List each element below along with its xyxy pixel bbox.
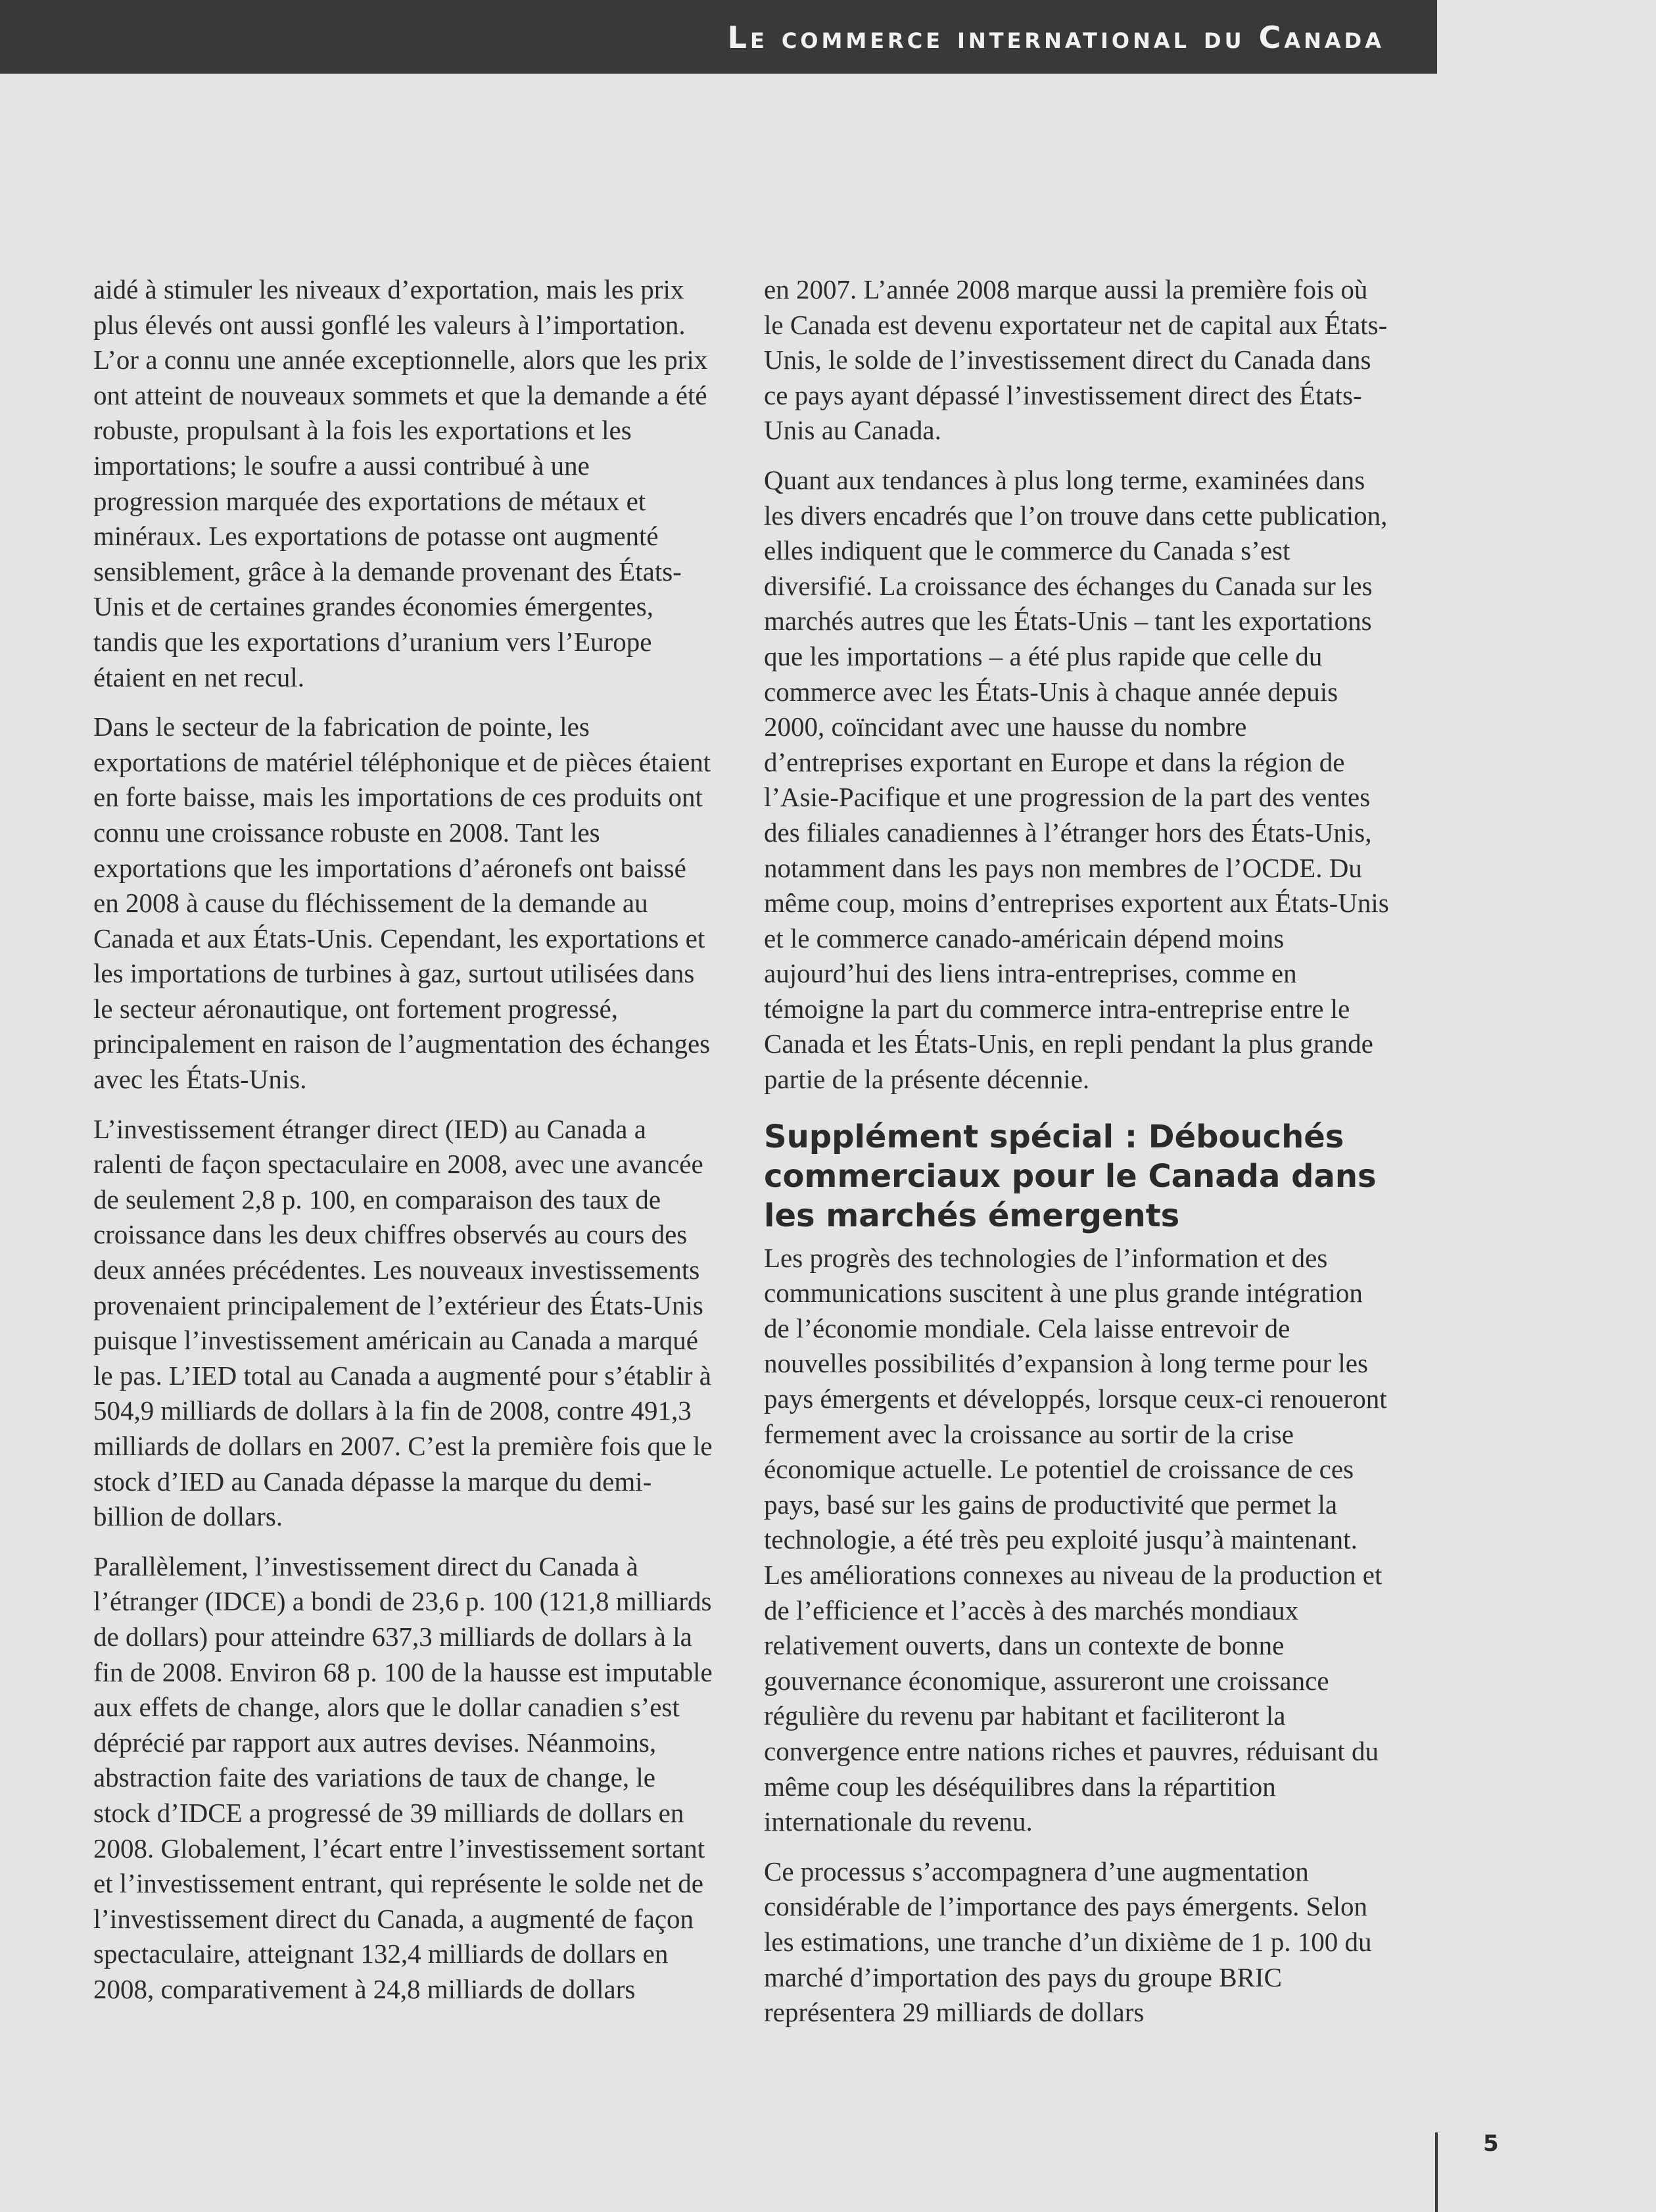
page-number-rule [1435,2132,1438,2212]
running-header-title: Le commerce international du Canada [727,20,1384,55]
body-paragraph: Dans le secteur de la fabrication de pointe, les exportations de matériel téléphonique et de pièces étaient en forte baisse, mais les importations de ces produits ont connu une croissance robuste en 2008. Tant les exportations que les importations d’aéronefs ont baissé en 2008 à cause du fléchissement de la demande au Canada et aux États-Unis. Cependant, les exportations et les importations de turbines à gaz, surtout utilisées dans le secteur aéronautique, ont fortement progressé, principalement en raison de l’augmentation des échanges avec les États-Unis. [93,711,711,1095]
body-paragraph: L’investissement étranger direct (IED) au Canada a ralenti de façon spectaculaire en 2008, avec une avancée de seulement 2,8 p. 100, en comparaison des taux de croissance dans les deux chiffres observés au cours des deux années précédentes. Les nouveaux investissements provenaient principalement de l’extérieur des États-Unis puisque l’investissement américain au Canada a marqué le pas. L’IED total au Canada a augmenté pour s’établir à 504,9 milliards de dollars à la fin de 2008, contre 491,3 milliards de dollars en 2007. C’est la première fois que le stock d’IED au Canada dépasse la marque du demi-billion de dollars. [93,1113,713,1532]
body-paragraph: aidé à stimuler les niveaux d’exportation, mais les prix plus élevés ont aussi gonflé les valeurs à l’importation. L’or a connu une année exceptionnelle, alors que les prix ont atteint de nouveaux sommets et que la demande a été robuste, propulsant à la fois les exportations et les importations; le soufre a aussi contribué à une progression marquée des exportations de métaux et minéraux. Les exportations de potasse ont augmenté sensiblement, grâce à la demande provenant des États-Unis et de certaines grandes économies émergentes, tandis que les exportations d’uranium vers l’Europe étaient en net recul. [93,274,708,692]
section-heading: Supplément spécial : Débouchés commerciaux pour le Canada dans les marchés émergents [764,1118,1377,1234]
body-paragraph: Les progrès des technologies de l’information et des communications suscitent à une plus grande intégration de l’économie mondiale. Cela laisse entrevoir de nouvelles possibilités d’expansion à long terme pour les pays émergents et développés, lorsque ceux-ci renoueront fermement avec la croissance au sortir de la crise économique actuelle. Le potentiel de croissance de ces pays, basé sur les gains de productivité que permet la technologie, a été très peu exploité jusqu’à maintenant. Les améliorations connexes au niveau de la production et de l’efficience et l’accès à des marchés mondiaux relativement ouverts, dans un contexte de bonne gouvernance économique, assureront une croissance régulière du revenu par habitant et faciliteront la convergence entre nations riches et pauvres, réduisant du même coup les déséquilibres dans la répartition internationale du revenu. [764,1242,1387,1837]
body-paragraph: en 2007. L’année 2008 marque aussi la première fois où le Canada est devenu exportateur net de capital aux États-Unis, le solde de l’investissement direct du Canada dans ce pays ayant dépassé l’investissement direct des États-Unis au Canada. [764,274,1388,446]
right-column [764,272,1390,2045]
header-bar [0,0,1437,74]
body-paragraph: Ce processus s’accompagnera d’une augmentation considérable de l’importance des pays émergents. Selon les estimations, une tranche d’un dixième de 1 p. 100 du marché d’importation des pays du groupe BRIC représentera 29 milliards de dollars [764,1856,1372,2028]
body-paragraph: Parallèlement, l’investissement direct du Canada à l’étranger (IDCE) a bondi de 23,6 p. 100 (121,8 milliards de dollars) pour atteindre 637,3 milliards de dollars à la fin de 2008. Environ 68 p. 100 de la hausse est imputable aux effets de change, alors que le dollar canadien s’est déprécié par rapport aux autres devises. Néanmoins, abstraction faite des variations de taux de change, le stock d’IDCE a progressé de 39 milliards de dollars en 2008. Globalement, l’écart entre l’investissement sortant et l’investissement entrant, qui représente le solde net de l’investissement direct du Canada, a augmenté de façon spectaculaire, atteignant 132,4 milliards de dollars en 2008, comparativement à 24,8 milliards de dollars [93,1551,713,2004]
page-number: 5 [1483,2130,1499,2157]
body-paragraph: Quant aux tendances à plus long terme, examinées dans les divers encadrés que l’on trouve dans cette publication, elles indiquent que le commerce du Canada s’est diversifié. La croissance des échanges du Canada sur les marchés autres que les États-Unis – tant les exportations que les importations – a été plus rapide que celle du commerce avec les États-Unis à chaque année depuis 2000, coïncidant avec une hausse du nombre d’entreprises exportant en Europe et dans la région de l’Asie-Pacifique et une progression de la part des ventes des filiales canadiennes à l’étranger hors des États-Unis, notamment dans les pays non membres de l’OCDE. Du même coup, moins d’entreprises exportent aux États-Unis et le commerce canado-américain dépend moins aujourd’hui des liens intra-entreprises, comme en témoigne la part du commerce intra-entreprise entre le Canada et les États-Unis, en repli pendant la plus grande partie de la présente décennie. [764,464,1389,1095]
left-column [93,272,714,2022]
